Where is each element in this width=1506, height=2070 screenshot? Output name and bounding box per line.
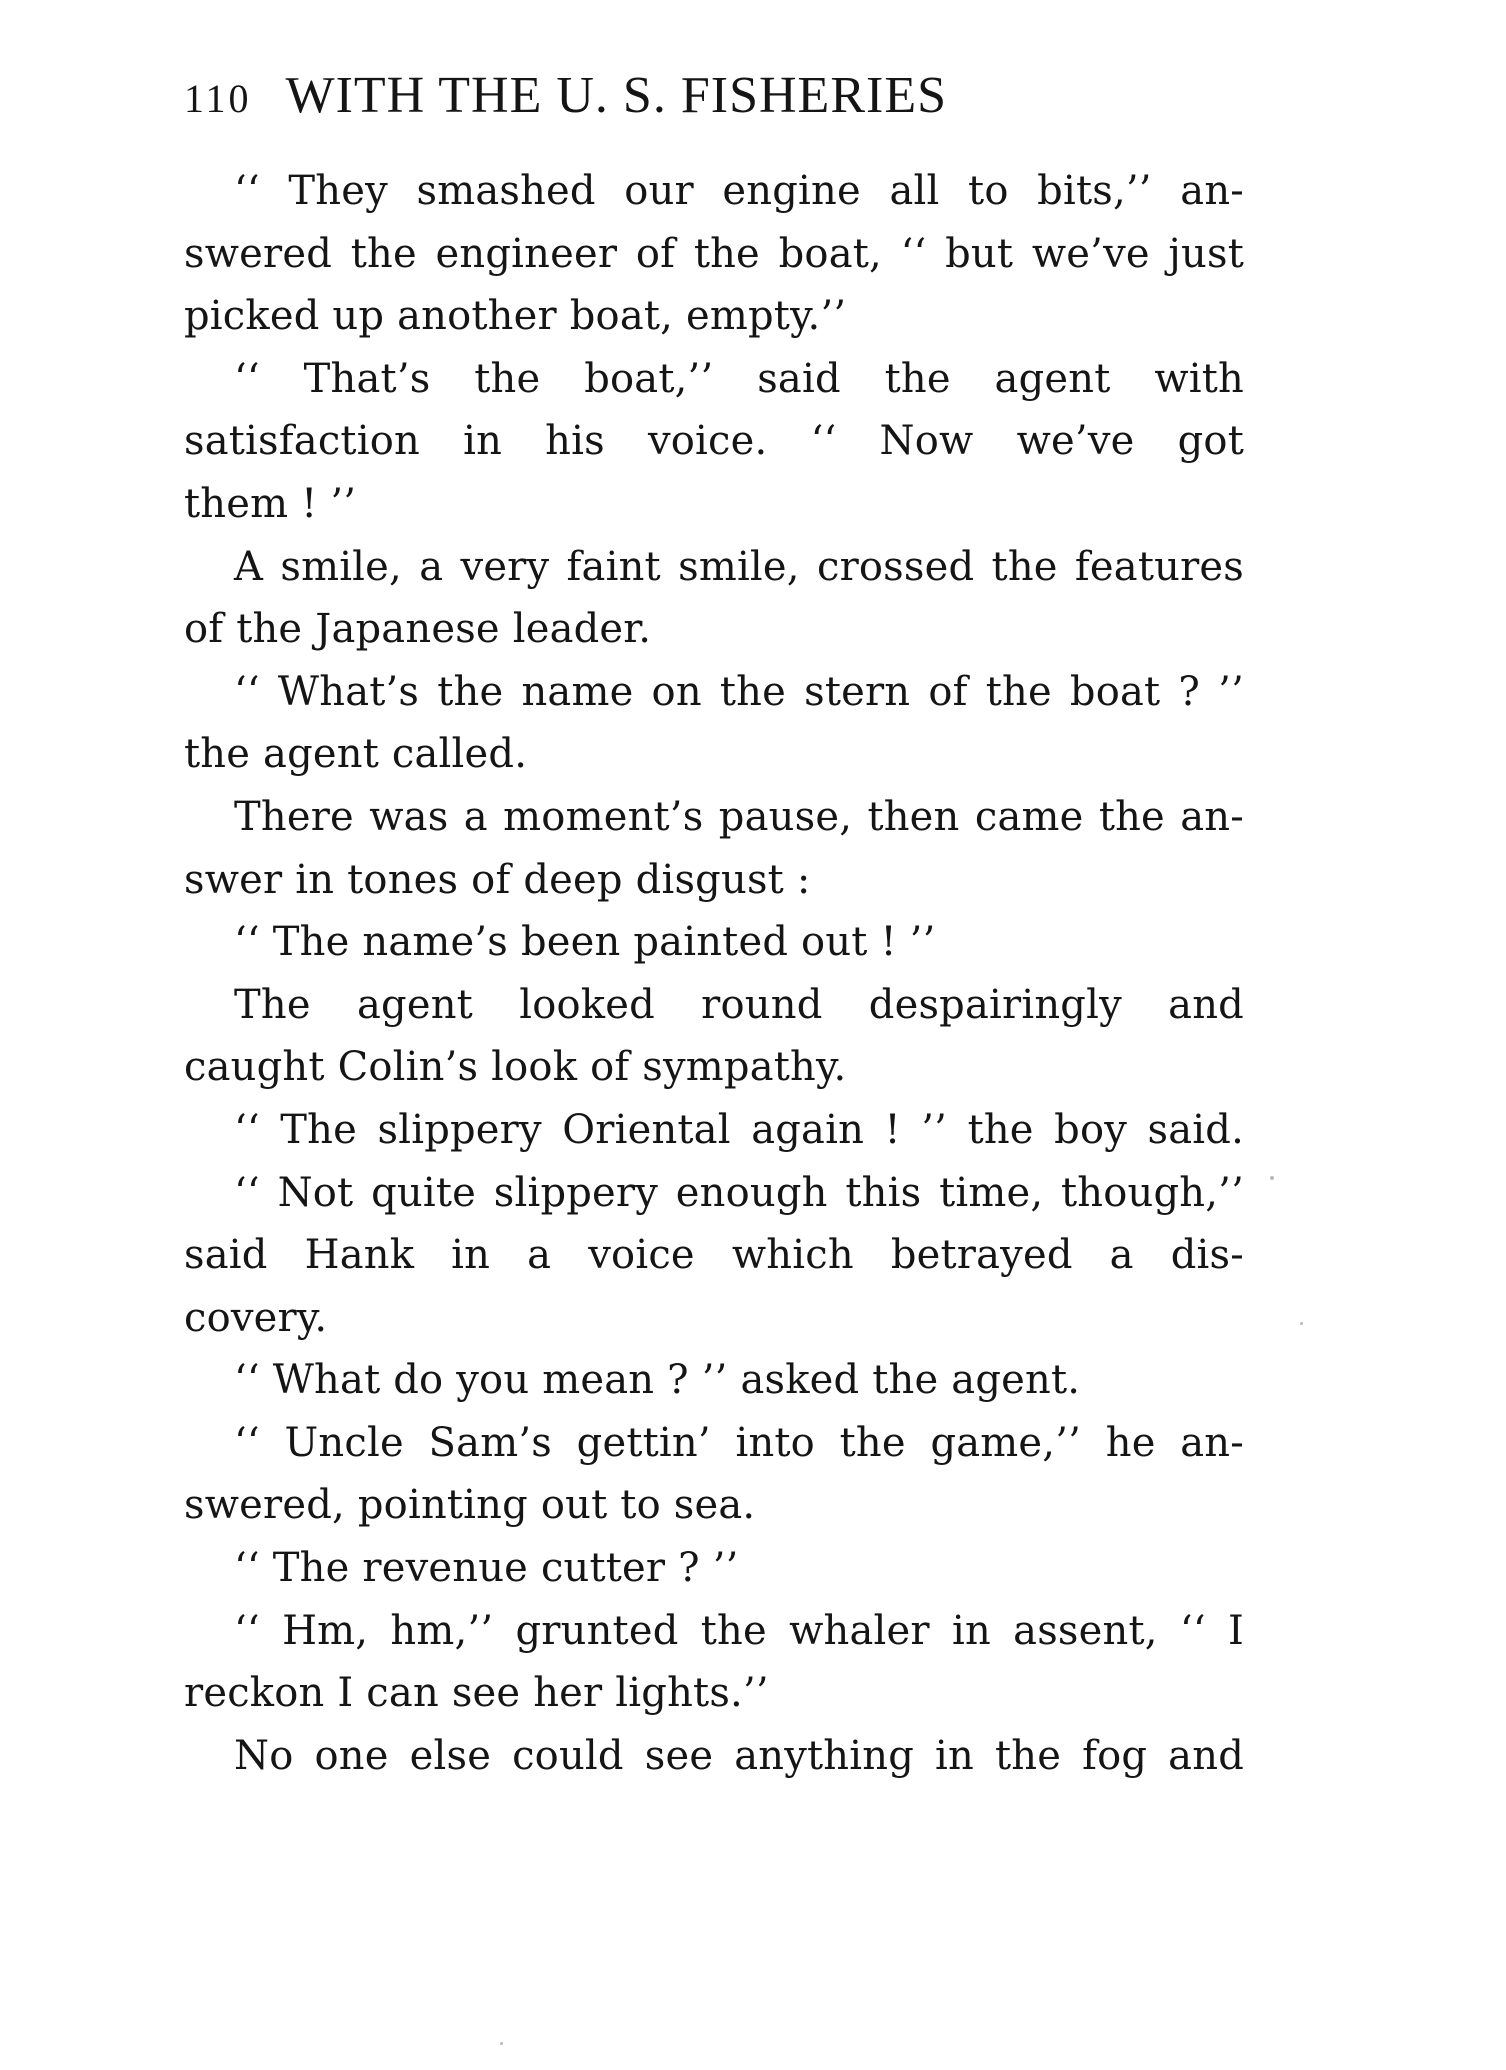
text-line: covery. bbox=[184, 1294, 328, 1341]
paper-speck bbox=[500, 2042, 503, 2045]
paper-speck bbox=[1300, 1322, 1303, 1325]
text-line: caught Colin’s look of sympathy. bbox=[184, 1044, 847, 1091]
text-line: ‘‘ They smashed our engine all to bits,’’ an- bbox=[234, 168, 1244, 214]
text-line: reckon I can see her lights.’’ bbox=[184, 1670, 769, 1717]
page-number: 110 bbox=[184, 76, 252, 121]
running-head: WITH THE U. S. FISHERIES bbox=[285, 67, 947, 124]
text-line: ‘‘ What’s the name on the stern of the boat ? ’’ bbox=[234, 668, 1244, 715]
text-line: ‘‘ The slippery Oriental again ! ’’ the boy said. bbox=[234, 1106, 1244, 1153]
text-line: satisfaction in his voice. ‘‘ Now we’ve got bbox=[184, 418, 1244, 465]
paper-speck bbox=[1270, 1176, 1274, 1180]
body-text bbox=[184, 160, 1244, 1787]
text-line: picked up another boat, empty.’’ bbox=[184, 293, 847, 340]
text-line: swered the engineer of the boat, ‘‘ but we’ve just bbox=[184, 230, 1244, 277]
text-line: A smile, a very faint smile, crossed the features bbox=[234, 543, 1244, 590]
text-line: swer in tones of deep disgust : bbox=[184, 856, 811, 903]
page-header bbox=[184, 66, 1244, 136]
text-line: said Hank in a voice which betrayed a dis- bbox=[184, 1232, 1244, 1279]
text-line: No one else could see anything in the fog and bbox=[234, 1732, 1244, 1779]
text-line: them ! ’’ bbox=[184, 480, 357, 527]
text-line: ‘‘ The name’s been painted out ! ’’ bbox=[234, 919, 936, 966]
text-line: ‘‘ Uncle Sam’s gettin’ into the game,’’ he an- bbox=[234, 1419, 1244, 1466]
text-line: ‘‘ That’s the boat,’’ said the agent with bbox=[234, 355, 1244, 402]
text-line: There was a moment’s pause, then came the an- bbox=[234, 793, 1244, 840]
text-line: ‘‘ The revenue cutter ? ’’ bbox=[234, 1545, 739, 1592]
text-line: ‘‘ What do you mean ? ’’ asked the agent. bbox=[234, 1357, 1081, 1404]
text-line: of the Japanese leader. bbox=[184, 606, 652, 653]
text-line: ‘‘ Not quite slippery enough this time, though,’’ bbox=[234, 1169, 1244, 1216]
text-line: swered, pointing out to sea. bbox=[184, 1482, 756, 1529]
text-line: the agent called. bbox=[184, 731, 528, 778]
text-line: ‘‘ Hm, hm,’’ grunted the whaler in assent, ‘‘ I bbox=[234, 1607, 1244, 1654]
text-line: The agent looked round despairingly and bbox=[234, 981, 1244, 1028]
